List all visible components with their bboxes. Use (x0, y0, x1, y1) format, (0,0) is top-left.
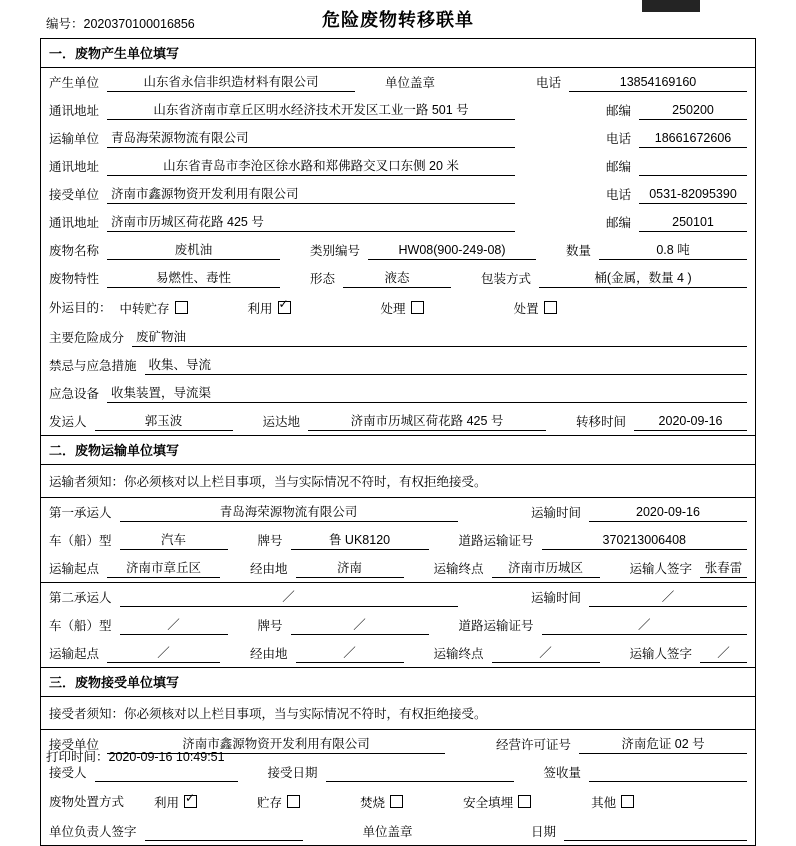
receive-person-label: 接受人 (49, 766, 87, 780)
state-label: 形态 (310, 272, 336, 286)
section-2-body-second-carrier (41, 583, 755, 668)
via1-label: 经由地 (250, 562, 288, 576)
feature-value[interactable]: 易燃性、毒性 (107, 271, 280, 288)
transporter-zip-label: 邮编 (605, 160, 631, 174)
package-value[interactable]: 桶(金属，数量 4 ) (539, 271, 747, 288)
receiver-unit-value[interactable]: 济南市鑫源物资开发利用有限公司 (107, 737, 445, 754)
disposal-option-incinerate[interactable] (360, 793, 403, 811)
carrier2-value[interactable]: ／ (120, 590, 458, 607)
disposal-option-landfill[interactable] (463, 793, 531, 811)
destination-label: 运达地 (262, 415, 301, 429)
row-disposal-method (41, 786, 755, 817)
waste-name-label: 废物名称 (49, 244, 100, 258)
row-vehicle2 (41, 611, 755, 639)
main-hazard-value[interactable]: 废矿物油 (132, 330, 747, 347)
receiver-address-label: 通讯地址 (49, 216, 100, 230)
checkbox-treat[interactable] (411, 301, 424, 314)
from2-label: 运输起点 (49, 647, 100, 661)
transporter-phone-label: 电话 (605, 132, 631, 146)
via2-label: 经由地 (250, 647, 288, 661)
receiver-address-value[interactable]: 济南市历城区荷花路 425 号 (107, 215, 515, 232)
receiver-value[interactable]: 济南市鑫源物资开发利用有限公司 (107, 187, 515, 204)
row-carrier1 (41, 498, 755, 526)
carrier2-label: 第二承运人 (49, 591, 112, 605)
receiver-notice: 接受者须知：你必须核对以上栏目事项，当与实际情况不符时，有权拒绝接受。 (49, 707, 487, 721)
from1-value[interactable]: 济南市章丘区 (107, 561, 220, 578)
seal-label: 单位盖章 (385, 76, 436, 90)
row-sender (41, 407, 755, 435)
checkbox-disposal-other[interactable] (621, 795, 634, 808)
row-receiver (41, 180, 755, 208)
disposal-option-storage[interactable] (257, 793, 300, 811)
carrier1-value[interactable]: 青岛海荣源物流有限公司 (120, 505, 458, 522)
sender-value[interactable]: 郭玉波 (95, 414, 233, 431)
quantity-label: 数量 (566, 244, 592, 258)
taboo-label: 禁忌与应急措施 (49, 359, 137, 373)
charge-sign-label: 单位负责人签字 (49, 825, 137, 839)
permit-label: 经营许可证号 (495, 738, 571, 752)
sign2-label: 运输人签字 (629, 647, 693, 661)
transporter-notice: 运输者须知：你必须核对以上栏目事项，当与实际情况不符时，有权拒绝接受。 (49, 475, 487, 489)
purpose-option-utilize-label: 利用 (247, 301, 273, 316)
row-waste-feature (41, 264, 755, 292)
purpose-option-treat[interactable] (381, 299, 424, 317)
transporter-address-value[interactable]: 山东省青岛市李沧区徐水路和郑佛路交叉口东侧 20 米 (107, 159, 515, 176)
final-date-value[interactable] (564, 824, 747, 841)
category-value[interactable]: HW08(900-249-08) (368, 243, 536, 260)
plate1-label: 牌号 (257, 534, 283, 548)
phone-label: 电话 (535, 76, 561, 90)
row-carrier2 (41, 583, 755, 611)
plate2-value[interactable]: ／ (291, 618, 429, 635)
print-time-label: 打印时间： (46, 750, 109, 764)
equipment-value[interactable]: 收集装置，导流渠 (107, 386, 747, 403)
row-waste-name (41, 236, 755, 264)
stamp-mark (642, 0, 700, 12)
page-title: 危险废物转移联单 (322, 10, 474, 30)
receiver-seal-label: 单位盖章 (362, 825, 413, 839)
checkbox-dispose[interactable] (544, 301, 557, 314)
disposal-option-utilize[interactable] (154, 793, 197, 811)
checkbox-disposal-utilize[interactable] (184, 795, 197, 808)
section-2-title: 二．废物运输单位填写 (41, 436, 755, 465)
section-1-title: 一．废物产生单位填写 (41, 39, 755, 68)
time2-value[interactable]: ／ (589, 590, 747, 607)
doc-number-label: 编号： (46, 17, 84, 31)
feature-label: 废物特性 (49, 272, 100, 286)
transfer-date-label: 转移时间 (576, 415, 627, 429)
destination-value[interactable]: 济南市历城区荷花路 425 号 (308, 414, 546, 431)
row-vehicle1 (41, 526, 755, 554)
producer-value[interactable]: 山东省永信非织造材料有限公司 (107, 75, 355, 92)
receiver-zip-value[interactable]: 250101 (639, 215, 747, 232)
vehicle1-label: 车（船）型 (49, 534, 112, 548)
via2-value[interactable]: ／ (296, 646, 404, 663)
row-producer-address (41, 96, 755, 124)
purpose-option-utilize[interactable] (248, 299, 291, 317)
checkbox-transfer-storage[interactable] (175, 301, 188, 314)
receiver-label: 接受单位 (49, 188, 100, 202)
row-transporter (41, 124, 755, 152)
checkbox-disposal-incinerate[interactable] (390, 795, 403, 808)
zip-value[interactable]: 250200 (639, 103, 747, 120)
checkbox-utilize[interactable] (278, 301, 291, 314)
signed-qty-label: 签收量 (543, 766, 582, 780)
row-main-hazard (41, 323, 755, 351)
category-label: 类别编号 (310, 244, 361, 258)
permit-value[interactable]: 济南危证 02 号 (579, 737, 747, 754)
doc-number-value: 2020370100016856 (83, 17, 195, 31)
purpose-option-dispose[interactable] (514, 299, 557, 317)
row-route2 (41, 639, 755, 667)
row-transporter-address (41, 152, 755, 180)
state-value[interactable]: 液态 (343, 271, 451, 288)
charge-sign-value[interactable] (145, 824, 303, 841)
transfer-form-table (40, 38, 756, 846)
section-1-body (41, 68, 755, 436)
license2-value[interactable]: ／ (542, 618, 747, 635)
sender-label: 发运人 (49, 415, 87, 429)
to2-value[interactable]: ／ (492, 646, 600, 663)
license1-label: 道路运输证号 (458, 534, 534, 548)
transporter-zip-value[interactable] (639, 159, 747, 176)
print-time-value: 2020-09-16 10:49:51 (108, 750, 225, 764)
purpose-option-treat-label: 处理 (380, 301, 406, 316)
main-hazard-label: 主要危险成分 (49, 331, 125, 345)
vehicle1-value[interactable]: 汽车 (120, 533, 228, 550)
transporter-address-label: 通讯地址 (49, 160, 100, 174)
transporter-phone-value[interactable]: 18661672606 (639, 131, 747, 148)
package-label: 包装方式 (481, 272, 532, 286)
transfer-date-value[interactable]: 2020-09-16 (634, 414, 747, 431)
disposal-option-other-label: 其他 (591, 795, 617, 810)
plate1-value[interactable]: 鲁 UK8120 (291, 533, 429, 550)
from2-value[interactable]: ／ (107, 646, 220, 663)
purpose-label: 外运目的： (49, 301, 112, 315)
purpose-option-transfer-storage[interactable] (120, 299, 188, 317)
transporter-label: 运输单位 (49, 132, 100, 146)
row-equipment (41, 379, 755, 407)
row-receiver-address (41, 208, 755, 236)
address-label: 通讯地址 (49, 104, 100, 118)
quantity-value[interactable]: 0.8 吨 (599, 243, 747, 260)
producer-label: 产生单位 (49, 76, 100, 90)
to1-value[interactable]: 济南市历城区 (492, 561, 600, 578)
vehicle2-value[interactable]: ／ (120, 618, 228, 635)
sign1-value[interactable]: 张春雷 (700, 561, 747, 578)
waste-name-value[interactable]: 废机油 (107, 243, 280, 260)
taboo-value[interactable]: 收集、导流 (145, 358, 747, 375)
disposal-label: 废物处置方式 (49, 795, 125, 809)
disposal-option-incinerate-label: 焚烧 (360, 795, 386, 810)
vehicle2-label: 车（船）型 (49, 619, 112, 633)
time1-value[interactable]: 2020-09-16 (589, 505, 747, 522)
row-route1 (41, 554, 755, 582)
time1-label: 运输时间 (530, 506, 581, 520)
row-producer (41, 68, 755, 96)
receiver-zip-label: 邮编 (605, 216, 631, 230)
phone-value[interactable]: 13854169160 (569, 75, 747, 92)
disposal-option-utilize-label: 利用 (154, 795, 180, 810)
purpose-option-transfer-storage-label: 中转贮存 (119, 301, 170, 316)
receiver-phone-value[interactable]: 0531-82095390 (639, 187, 747, 204)
receive-date-label: 接受日期 (267, 766, 318, 780)
row-purpose (41, 292, 755, 323)
sign2-value[interactable]: ／ (700, 646, 747, 663)
to2-label: 运输终点 (433, 647, 484, 661)
zip-label: 邮编 (605, 104, 631, 118)
carrier1-label: 第一承运人 (49, 506, 112, 520)
time2-label: 运输时间 (530, 591, 581, 605)
receiver-unit-label: 接受单位 (49, 738, 100, 752)
checkbox-disposal-landfill[interactable] (518, 795, 531, 808)
checkbox-disposal-storage[interactable] (287, 795, 300, 808)
section-3-title: 三．废物接受单位填写 (41, 668, 755, 697)
section-3-notice (41, 697, 755, 730)
section-2-body (41, 498, 755, 583)
from1-label: 运输起点 (49, 562, 100, 576)
to1-label: 运输终点 (433, 562, 484, 576)
license1-value[interactable]: 370213006408 (542, 533, 747, 550)
receiver-phone-label: 电话 (605, 188, 631, 202)
row-taboo (41, 351, 755, 379)
license2-label: 道路运输证号 (458, 619, 534, 633)
equipment-label: 应急设备 (49, 387, 100, 401)
document-header (0, 0, 796, 34)
disposal-option-storage-label: 贮存 (257, 795, 283, 810)
plate2-label: 牌号 (257, 619, 283, 633)
section-2-notice (41, 465, 755, 498)
purpose-option-dispose-label: 处置 (513, 301, 539, 316)
print-time (46, 747, 225, 765)
disposal-option-other[interactable] (591, 793, 634, 811)
transporter-value[interactable]: 青岛海荣源物流有限公司 (107, 131, 515, 148)
row-charge-signature (41, 817, 755, 845)
via1-value[interactable]: 济南 (296, 561, 404, 578)
sign1-label: 运输人签字 (629, 562, 693, 576)
disposal-option-landfill-label: 安全填埋 (463, 795, 514, 810)
address-value[interactable]: 山东省济南市章丘区明水经济技术开发区工业一路 501 号 (107, 103, 515, 120)
final-date-label: 日期 (530, 825, 556, 839)
